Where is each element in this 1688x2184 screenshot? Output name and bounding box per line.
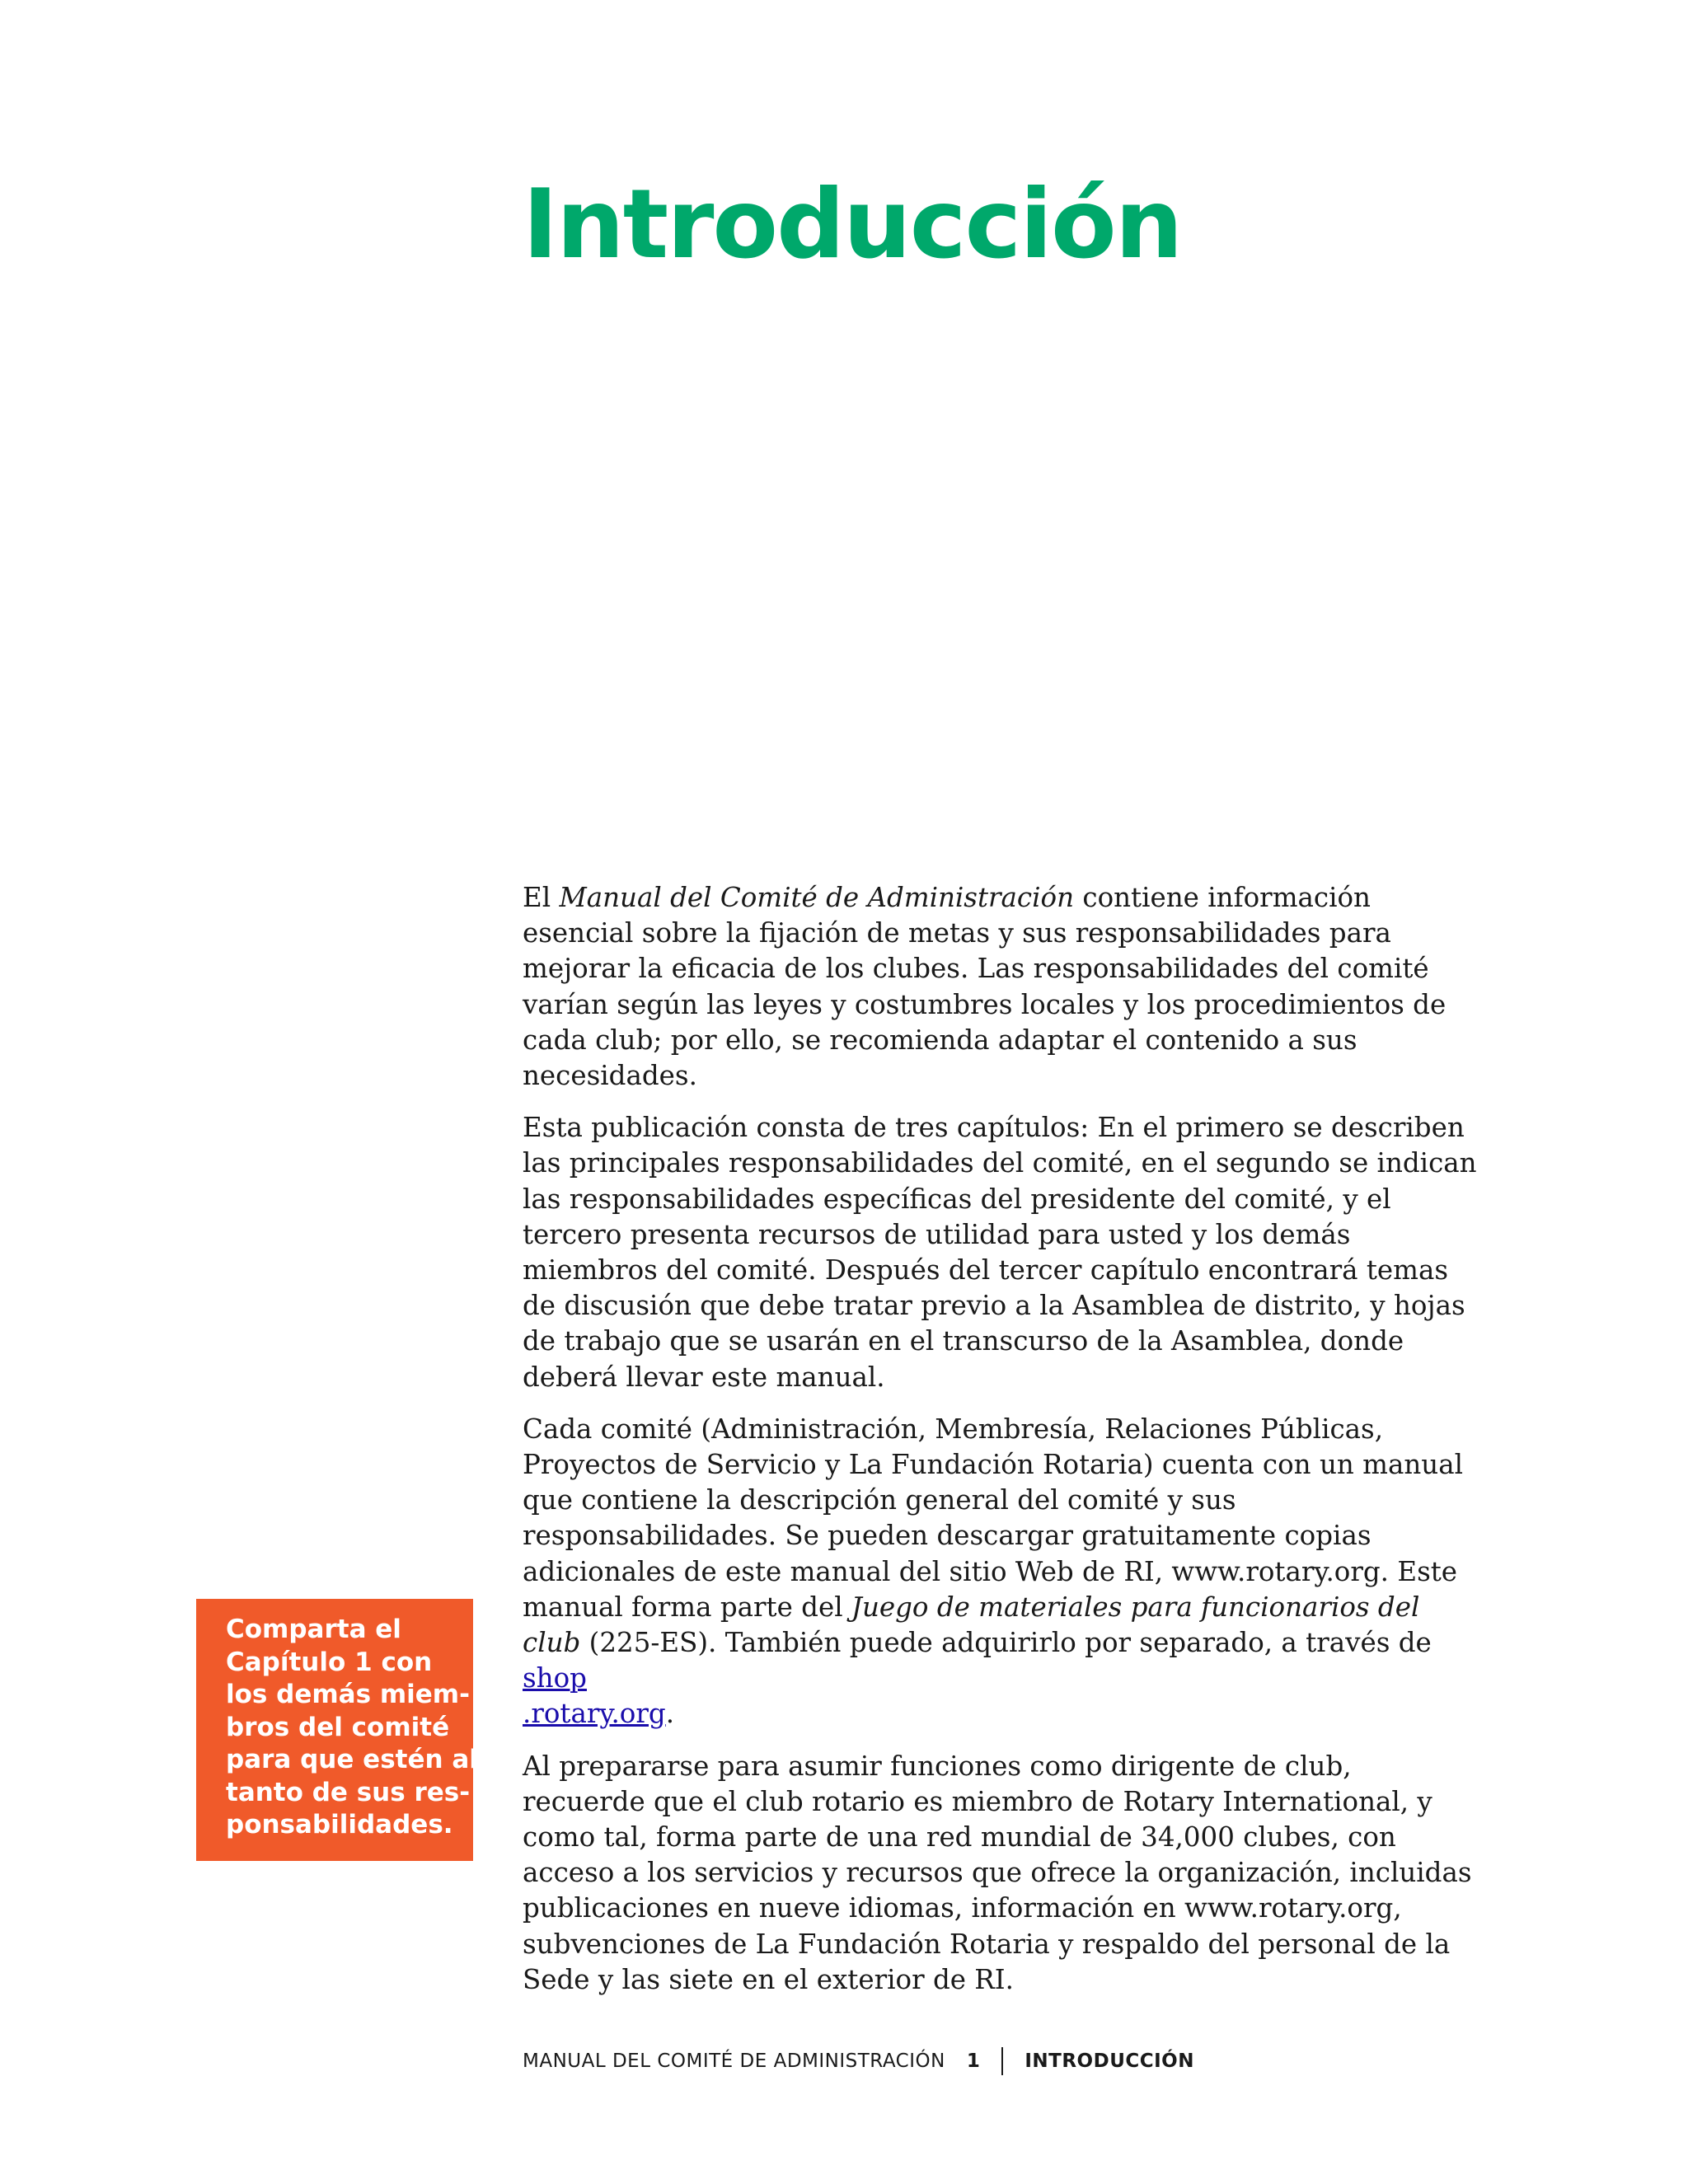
p3-kit-title: Juego de materiales para funcionarios del club (523, 1591, 1420, 1659)
paragraph-4: Al prepararse para asumir funciones como dirigente de club, recuerde que el club rotario es miembro de Rotary International, y como tal, forma parte de una red mundial de 34,000 clubes, con acceso a los servicios y recursos que ofrece la organización, incluidas publicaciones en nueve idiomas, información en www.rotary.org, subvenciones de La Fundación Rotaria y respaldo del personal de la Sede y las siete en el exterior de RI. (523, 1750, 1472, 1995)
p3-middle: (225-ES). También puede adquirirlo por separado, a través de (580, 1627, 1432, 1659)
p1-rest: contiene información esencial sobre la fijación de metas y sus responsabilidades para mejorar la eficacia de los clubes. Las responsabilidades del comité varían según las leyes y costumbres locales y los procedimientos de cada club; por ello, se recomienda adaptar el contenido a sus necesidades. (523, 882, 1447, 1092)
shop-link[interactable] (523, 1662, 666, 1729)
footer-page-number: 1 (966, 2050, 981, 2072)
p3-intro: Cada comité (Administración, Membresía, Relaciones Públicas, Proyectos de Servicio y La Fundación Rotaria) cuenta con un manual que contiene la descripción general del comité y sus responsabilidades. Se pueden descargar gratuitamente copias adicionales de este manual del sitio Web de RI, www.rotary.org. Este manual forma parte del (523, 1413, 1463, 1623)
callout-box (196, 1599, 478, 1861)
p1-manual-title: Manual del Comité de Administración (559, 882, 1075, 913)
callout-line: Capítulo 1 con (226, 1647, 433, 1677)
callout-line: tanto de sus res- (226, 1777, 471, 1807)
p1-intro: El (523, 882, 560, 913)
callout-line: los demás miem- (226, 1680, 470, 1709)
paragraph-3 (523, 1412, 1479, 1732)
page-title: Introducción (523, 169, 1182, 280)
footer-manual-title: MANUAL DEL COMITÉ DE ADMINISTRACIÓN (523, 2050, 945, 2072)
shop-link-part2: .rotary.org (523, 1698, 666, 1730)
shop-link-part1: shop (523, 1662, 587, 1694)
callout-line: ponsabilidades. (226, 1810, 453, 1840)
callout-line: bros del comité (226, 1712, 450, 1742)
paragraph-2: Esta publicación consta de tres capítulos: En el primero se describen las principales responsabilidades del comité, en el segundo se indican las responsabilidades específicas del presidente del comité, y el tercero presenta recursos de utilidad para usted y los demás miembros del comité. Después del tercer capítulo encontrará temas de discusión que debe tratar previo a la Asamblea de distrito, y hojas de trabajo que se usarán en el transcurso de la Asamblea, donde deberá llevar este manual. (523, 1112, 1477, 1393)
p3-end: . (665, 1698, 675, 1730)
footer-section-title: INTRODUCCIÓN (1025, 2050, 1194, 2072)
body-text (523, 880, 1479, 2014)
page-footer (523, 2047, 1194, 2075)
callout-line: Comparta el (226, 1615, 401, 1644)
callout-line: para que estén al (226, 1745, 478, 1774)
paragraph-1 (523, 880, 1479, 1094)
footer-divider (1001, 2047, 1003, 2075)
